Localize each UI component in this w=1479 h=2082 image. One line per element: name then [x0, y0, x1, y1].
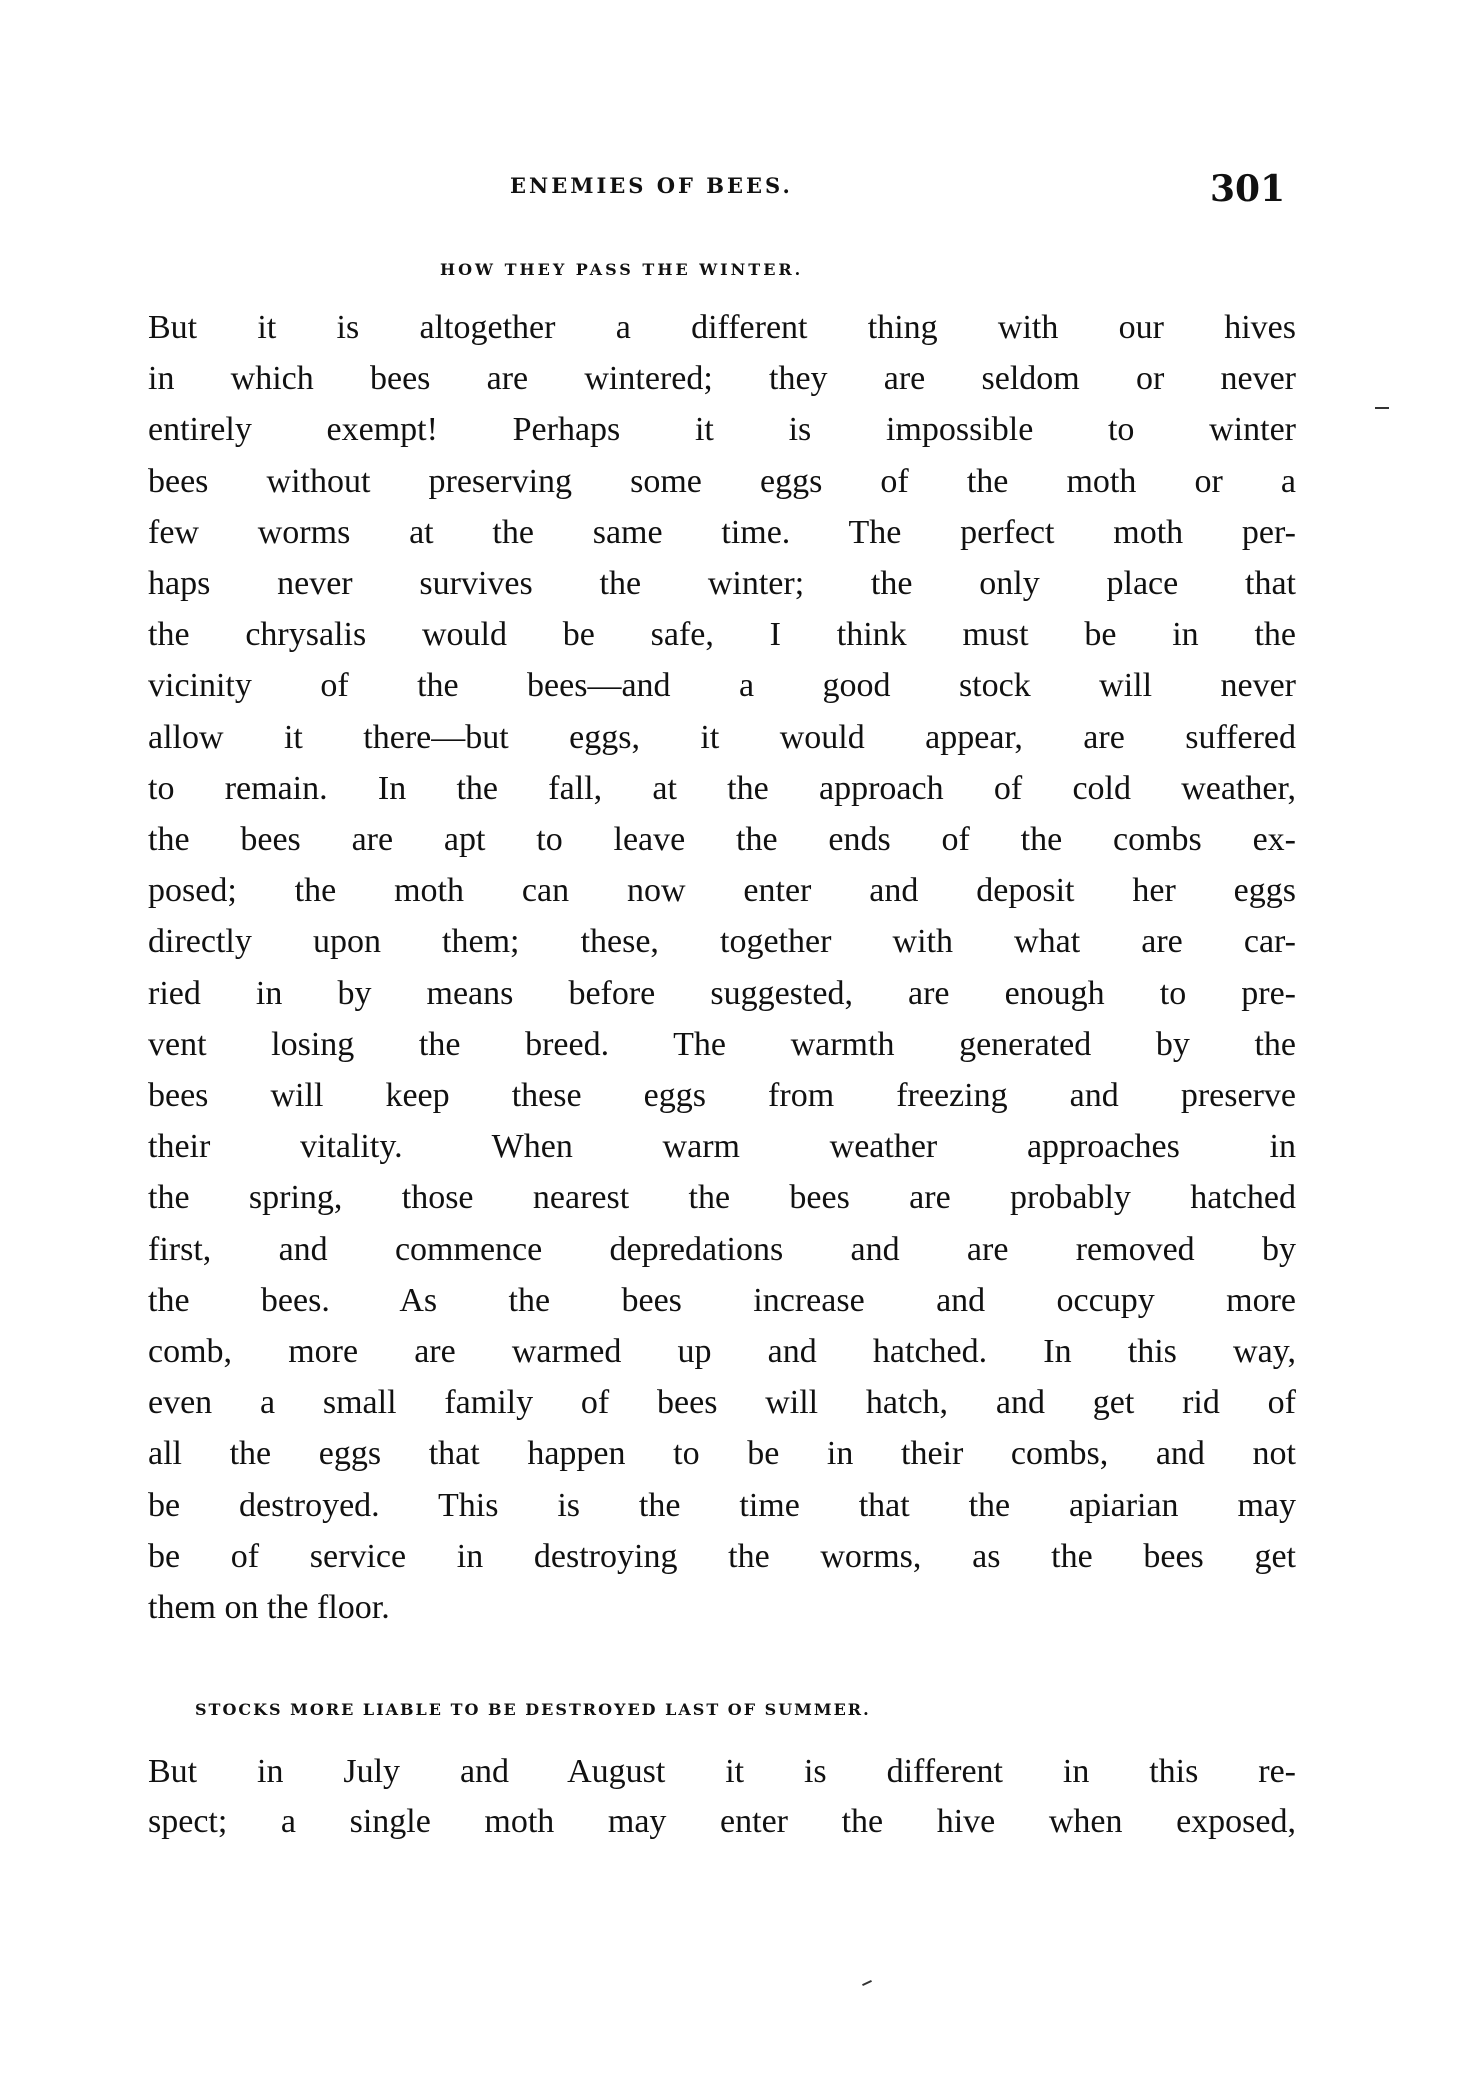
running-head: ENEMIES OF BEES.	[510, 173, 793, 198]
margin-mark	[1375, 407, 1389, 409]
text-line: But in July and August it is different in this re-	[148, 1753, 1296, 1790]
text-line: to remain. In the fall, at the approach of cold weather,	[148, 769, 1296, 807]
text-line: haps never survives the winter; the only place that	[148, 565, 1296, 602]
text-line: them on the floor.	[148, 1589, 390, 1626]
page-number: 301	[1210, 168, 1286, 210]
text-line: all the eggs that happen to be in their combs, and not	[148, 1435, 1296, 1473]
section-heading-summer: STOCKS MORE LIABLE TO BE DESTROYED LAST OF SUMMER.	[195, 1700, 871, 1719]
section-heading-winter: HOW THEY PASS THE WINTER.	[440, 260, 804, 279]
text-line: vent losing the breed. The warmth generated by the	[148, 1025, 1296, 1063]
text-line: directly upon them; these, together with what are car-	[148, 923, 1296, 961]
text-line: bees will keep these eggs from freezing and preserve	[148, 1077, 1296, 1114]
text-line: be of service in destroying the worms, as the bees get	[148, 1537, 1296, 1575]
text-line: vicinity of the bees—and a good stock will never	[148, 667, 1296, 705]
text-line: the bees. As the bees increase and occupy more	[148, 1281, 1296, 1319]
text-line: first, and commence depredations and are removed by	[148, 1230, 1296, 1268]
text-line: But it is altogether a different thing with our hives	[148, 309, 1296, 346]
text-line: the chrysalis would be safe, I think must be in the	[148, 616, 1296, 654]
text-line: few worms at the same time. The perfect moth per-	[148, 513, 1296, 551]
text-line: posed; the moth can now enter and deposit her eggs	[148, 872, 1296, 910]
text-line: in which bees are wintered; they are seldom or never	[148, 360, 1296, 398]
text-line: bees without preserving some eggs of the moth or a	[148, 462, 1296, 500]
text-line: the spring, those nearest the bees are probably hatched	[148, 1179, 1296, 1217]
text-line: ried in by means before suggested, are enough to pre-	[148, 974, 1296, 1012]
text-line: even a small family of bees will hatch, and get rid of	[148, 1384, 1296, 1422]
text-line: the bees are apt to leave the ends of the combs ex-	[148, 821, 1296, 858]
text-line: entirely exempt! Perhaps it is impossible to winter	[148, 411, 1296, 449]
text-line: spect; a single moth may enter the hive when exposed,	[148, 1803, 1296, 1840]
text-line: their vitality. When warm weather approaches in	[148, 1128, 1296, 1166]
scan-speck	[862, 1980, 872, 1986]
text-line: comb, more are warmed up and hatched. In this way,	[148, 1333, 1296, 1370]
text-line: be destroyed. This is the time that the apiarian may	[148, 1486, 1296, 1524]
text-line: allow it there—but eggs, it would appear, are suffered	[148, 718, 1296, 756]
